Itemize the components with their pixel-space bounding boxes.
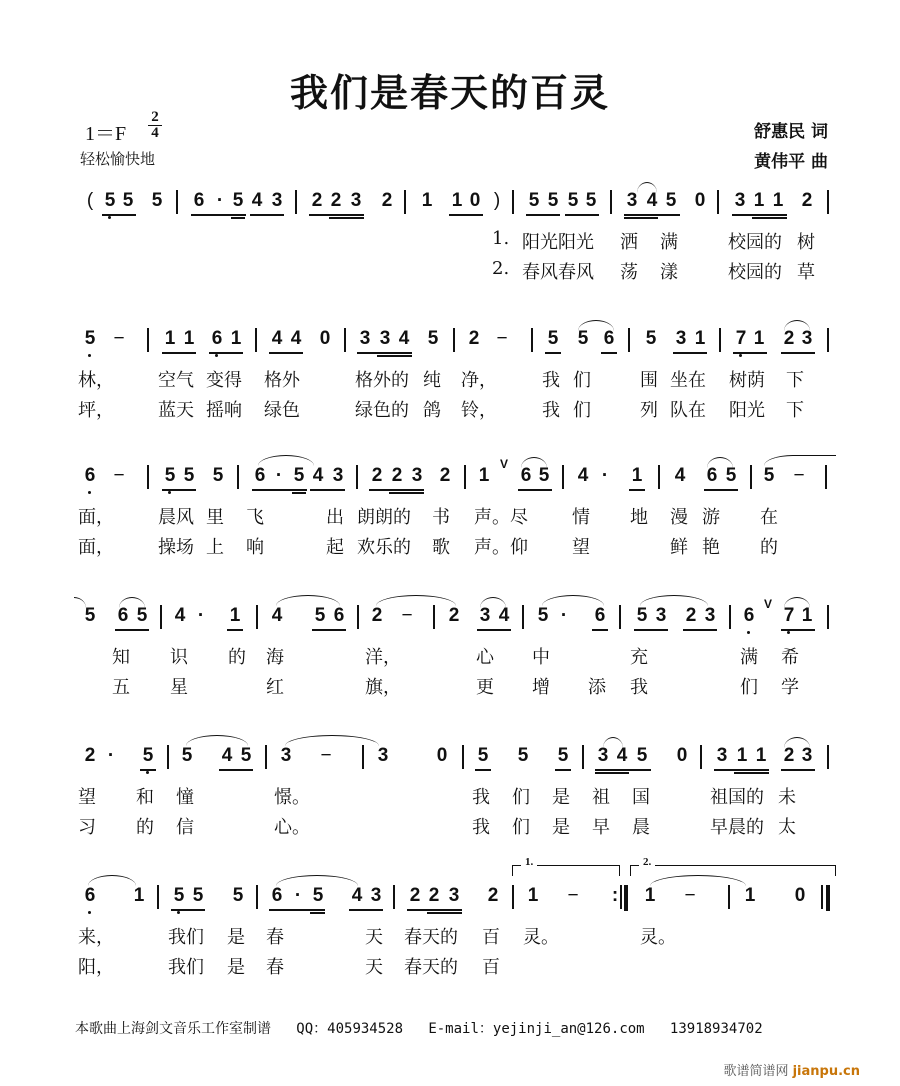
footer-phone: 13918934702: [669, 1021, 763, 1037]
volta-second-ending: 2.: [630, 865, 836, 876]
notes-line-6: 6 1 5 5 5 6 · 5 4 3 2 2 3 2 1 − : 1 − 1 0: [0, 885, 900, 915]
watermark: [723, 1060, 860, 1079]
notes-line-4: 5 6 5 4 · 1 4 5 6 2 − 2 3 4 5 · 6 5 3 2 3 6 V 7 1: [0, 605, 900, 635]
tempo-marking: 轻松愉快地: [80, 150, 156, 168]
song-title: 我们是春天的百灵: [289, 70, 610, 115]
footer-qq: QQ：405934528: [296, 1021, 404, 1037]
footer-email: E-mail：yejinji_an@126.com: [428, 1021, 645, 1037]
key-signature: 1＝F: [85, 123, 127, 145]
time-signature: [148, 110, 162, 141]
footer-studio-credit: 本歌曲上海剑文音乐工作室制谱: [75, 1021, 271, 1037]
notes-line-5: 2 · 5 5 4 5 3 − 3 0 5 5 5 3 4 5 0 3 1 1 2 3: [0, 745, 900, 775]
volta-first-ending: 1.: [512, 865, 620, 876]
notes-line-1: ( 5 5 5 6 · 5 4 3 2 2 3 2 1 1 0 ) 5 5 5 5 3 4 5 0 3 1 1 2: [0, 190, 900, 220]
watermark-cn: 歌谱简谱网: [723, 1064, 789, 1079]
time-numerator: 2: [151, 109, 159, 125]
lyricist: 舒惠民 词: [754, 122, 828, 142]
time-denominator: 4: [151, 125, 159, 141]
notes-line-3: 6 − 5 5 5 6 · 5 4 3 2 2 3 2 1 V 6 5 4 · 1 4 6 5 5 −: [0, 465, 900, 495]
composer: 黄伟平 曲: [754, 152, 828, 172]
watermark-en: jianpu.cn: [792, 1064, 860, 1079]
footer-credits: [75, 1018, 763, 1038]
notes-line-2: 5 − 1 1 6 1 4 4 0 3 3 4 5 2 − 5 5 6 5 3 1 7 1 2 3: [0, 328, 900, 358]
